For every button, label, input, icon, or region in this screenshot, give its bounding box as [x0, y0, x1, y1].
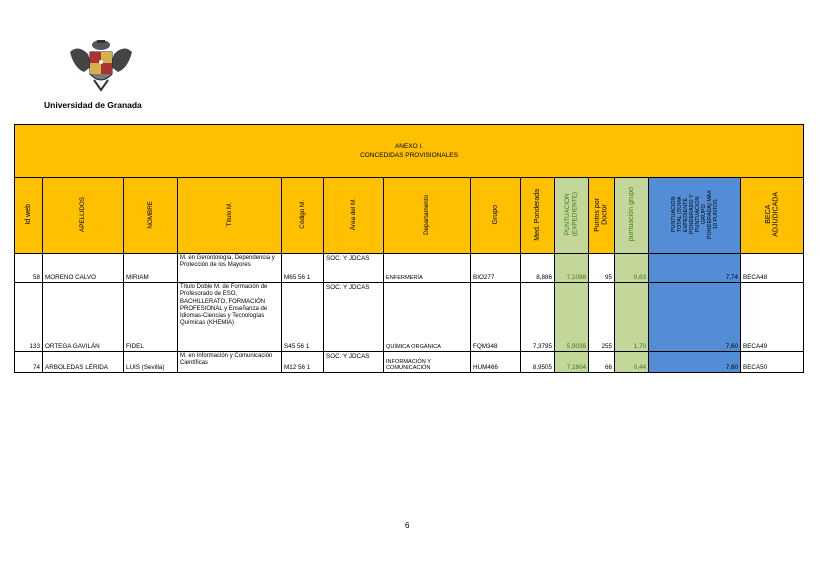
col-header: Puntos por Doctor	[589, 178, 615, 254]
col-header: Grupo	[471, 178, 521, 254]
col-header: Departamento	[384, 178, 471, 254]
cell-titulo: Título Doble M. de Formación de Profesorado de ESO, BACHILLERATO, FORMACIÓN PROFESIONAL y Enseñanza de Idiomas-Ciencias y Tecnologías Químicas (KHEMIA)	[178, 283, 282, 352]
cell-nombre: MIRIAM	[124, 254, 178, 283]
col-header: puntuación grupo	[615, 178, 649, 254]
col-header: PUNTUACION (EXPEDIENTE)	[555, 178, 589, 254]
cell-media: 8,9505	[521, 352, 555, 373]
cell-apellidos: ORTEGA GAVILÁN	[43, 283, 124, 352]
annex-title: ANEXO I.	[394, 143, 424, 150]
col-header: NOMBRE	[124, 178, 178, 254]
col-header: APELLIDOS	[43, 178, 124, 254]
cell-nombre: FIDEL	[124, 283, 178, 352]
cell-total: 7,60	[649, 283, 741, 352]
cell-media: 8,886	[521, 254, 555, 283]
col-header: Área del M.	[324, 178, 384, 254]
cell-puntuacion-grupo: 1,70	[615, 283, 649, 352]
cell-puntuacion-expediente: 5,9036	[555, 283, 589, 352]
cell-codigo: S45 56 1	[282, 283, 324, 352]
scholarship-table	[14, 124, 804, 373]
cell-area: SOC. Y JDCAS	[324, 352, 384, 373]
col-header: BECA ADJUDICADA	[741, 178, 804, 254]
cell-titulo: M. en Información y Comunicación Científicas	[178, 352, 282, 373]
cell-grupo: FQM348	[471, 283, 521, 352]
cell-apellidos: MORENO CALVO	[43, 254, 124, 283]
table-row	[15, 352, 804, 373]
cell-puntuacion-expediente: 7,1088	[555, 254, 589, 283]
cell-puntuacion-expediente: 7,1604	[555, 352, 589, 373]
cell-media: 7,3795	[521, 283, 555, 352]
cell-codigo: M65 56 1	[282, 254, 324, 283]
university-name: Universidad de Granada	[44, 100, 142, 110]
col-header: PUNTUACION TOTAL (SUMA EXPEDIENTE PONDERADO Y PUNTUACION GRUPO PONDERADA) MAX 10 PUNTOS	[649, 178, 741, 254]
cell-beca: BECA49	[741, 283, 804, 352]
cell-puntuacion-grupo: 0,44	[615, 352, 649, 373]
cell-titulo: M. en Gerontología, Dependencia y Protección de los Mayores	[178, 254, 282, 283]
cell-beca: BECA48	[741, 254, 804, 283]
cell-puntos-doctor: 255	[589, 283, 615, 352]
annex-subtitle: CONCEDIDAS PROVISIONALES	[360, 152, 458, 159]
cell-apellidos: ARBOLEDAS LÉRIDA	[43, 352, 124, 373]
cell-grupo: BIO277	[471, 254, 521, 283]
table-row	[15, 254, 804, 283]
col-header: Código M.	[282, 178, 324, 254]
cell-puntos-doctor: 66	[589, 352, 615, 373]
university-coat-of-arms-icon	[66, 38, 136, 94]
cell-grupo: HUM466	[471, 352, 521, 373]
cell-puntos-doctor: 95	[589, 254, 615, 283]
col-header: Med. Ponderada	[521, 178, 555, 254]
cell-departamento: QUÍMICA ORGÁNICA	[384, 283, 471, 352]
cell-departamento: INFORMACIÓN Y COMUNICACIÓN	[384, 352, 471, 373]
cell-id: 74	[15, 352, 43, 373]
cell-codigo: M12 56 1	[282, 352, 324, 373]
page-number: 6	[405, 521, 410, 530]
cell-id: 58	[15, 254, 43, 283]
cell-total: 7,60	[649, 352, 741, 373]
table-row	[15, 283, 804, 352]
cell-departamento: ENFERMERÍA	[384, 254, 471, 283]
cell-puntuacion-grupo: 0,63	[615, 254, 649, 283]
column-header-row	[15, 178, 804, 254]
cell-nombre: LUIS (Sevilla)	[124, 352, 178, 373]
col-header: Id web	[15, 178, 43, 254]
cell-area: SOC. Y JDCAS	[324, 254, 384, 283]
cell-id: 133	[15, 283, 43, 352]
annex-banner	[15, 125, 804, 178]
cell-beca: BECA50	[741, 352, 804, 373]
cell-area: SOC. Y JDCAS	[324, 283, 384, 352]
cell-total: 7,74	[649, 254, 741, 283]
col-header: Título M.	[178, 178, 282, 254]
